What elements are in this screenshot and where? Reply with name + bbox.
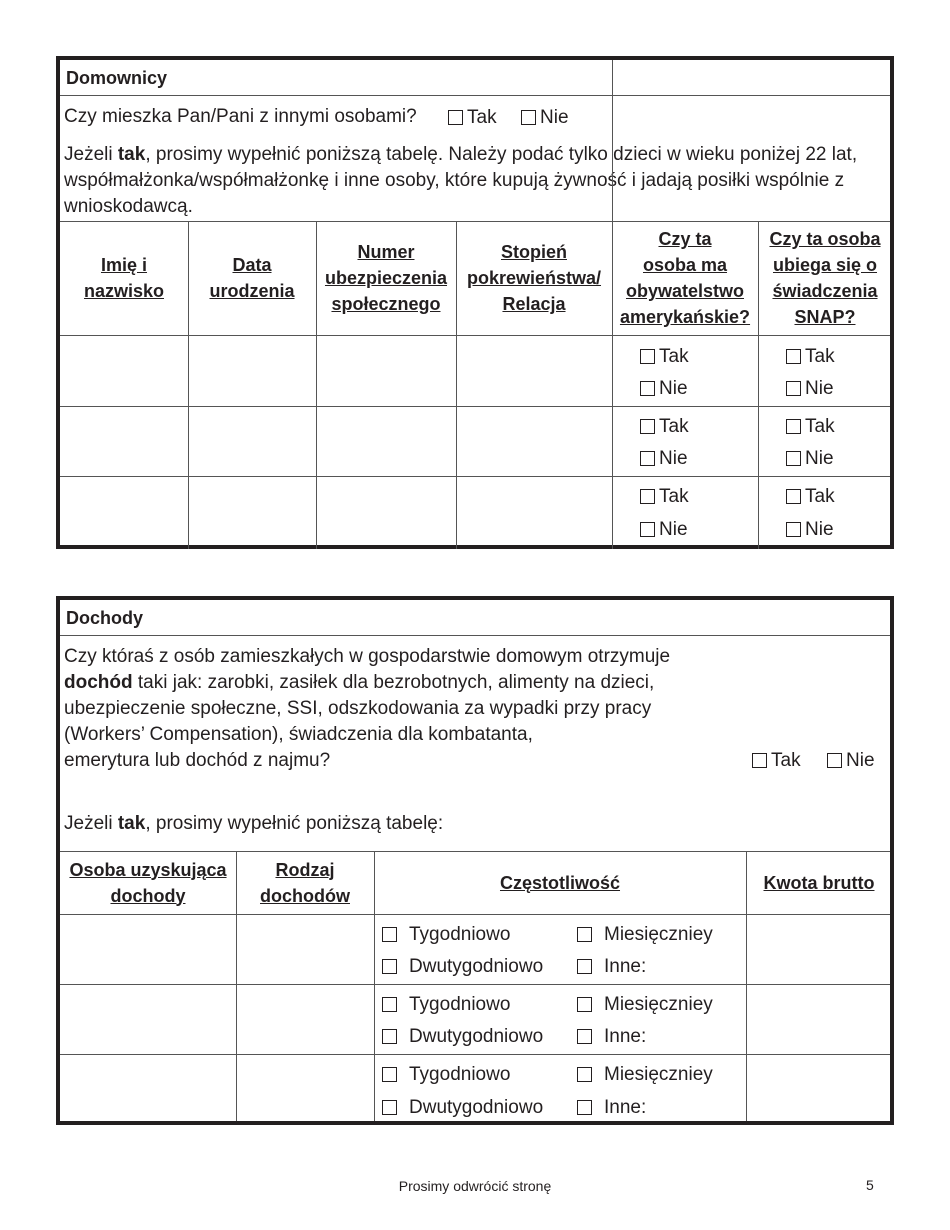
household-yes-checkbox[interactable] <box>448 110 463 125</box>
household-instructions-line3: wnioskodawcą. <box>64 196 193 217</box>
row1-weekly[interactable]: Tygodniowo <box>382 924 510 946</box>
col-relationship-header: Stopień pokrewieństwa/ Relacja <box>466 242 602 314</box>
footer-text: Prosimy odwrócić stronę <box>398 1178 552 1194</box>
checkbox[interactable] <box>640 522 655 537</box>
row1-snap-yes[interactable]: Tak <box>786 346 835 368</box>
checkbox[interactable] <box>577 927 592 942</box>
page-number: 5 <box>866 1177 874 1193</box>
income-instructions: Jeżeli tak, prosimy wypełnić poniższą tabelę: <box>64 813 444 834</box>
income-question-line3: ubezpieczenie społeczne, SSI, odszkodowania za wypadki przy pracy <box>64 698 652 719</box>
row3-biweekly[interactable]: Dwutygodniowo <box>382 1097 543 1119</box>
income-question-line2: dochód taki jak: zarobki, zasiłek dla bezrobotnych, alimenty na dzieci, <box>64 672 655 693</box>
household-section <box>56 56 894 549</box>
checkbox[interactable] <box>382 927 397 942</box>
row3-monthly[interactable]: Miesięczniey <box>577 1064 713 1086</box>
checkbox[interactable] <box>382 1067 397 1082</box>
income-question-line1: Czy któraś z osób zamieszkałych w gospodarstwie domowym otrzymuje <box>64 646 671 667</box>
household-instructions-line2: współmałżonka/współmałżonkę i inne osoby, które kupują żywność i jadają posiłki wspólnie z <box>64 170 845 191</box>
checkbox[interactable] <box>640 381 655 396</box>
row1-citizen-yes[interactable]: Tak <box>640 346 689 368</box>
checkbox[interactable] <box>786 349 801 364</box>
col-earner-header: Osoba uzyskująca dochody <box>69 859 227 906</box>
income-question-line4: (Workers’ Compensation), świadczenia dla kombatanta, <box>64 724 533 745</box>
col-ssn-header: Numer ubezpieczenia społecznego <box>324 242 448 314</box>
household-no-checkbox[interactable] <box>521 110 536 125</box>
row2-snap-no[interactable]: Nie <box>786 448 834 470</box>
checkbox[interactable] <box>640 419 655 434</box>
checkbox[interactable] <box>640 349 655 364</box>
income-question-line5: emerytura lub dochód z najmu? <box>64 750 331 771</box>
row2-citizen-no[interactable]: Nie <box>640 448 688 470</box>
row3-snap-yes[interactable]: Tak <box>786 486 835 508</box>
row3-other[interactable]: Inne: <box>577 1097 646 1119</box>
col-income-type-header: Rodzaj dochodów <box>260 859 350 906</box>
checkbox[interactable] <box>786 419 801 434</box>
row2-other[interactable]: Inne: <box>577 1026 646 1048</box>
row2-citizen-yes[interactable]: Tak <box>640 416 689 438</box>
row2-snap-yes[interactable]: Tak <box>786 416 835 438</box>
checkbox[interactable] <box>577 1067 592 1082</box>
checkbox[interactable] <box>577 1100 592 1115</box>
checkbox[interactable] <box>640 451 655 466</box>
row1-citizen-no[interactable]: Nie <box>640 378 688 400</box>
row1-other[interactable]: Inne: <box>577 956 646 978</box>
income-section <box>56 596 894 1125</box>
col-gross-amount-header: Kwota brutto <box>763 872 875 893</box>
income-no-checkbox[interactable] <box>827 753 842 768</box>
checkbox[interactable] <box>577 1029 592 1044</box>
row2-monthly[interactable]: Miesięczniey <box>577 994 713 1016</box>
row2-biweekly[interactable]: Dwutygodniowo <box>382 1026 543 1048</box>
row3-weekly[interactable]: Tygodniowo <box>382 1064 510 1086</box>
household-question: Czy mieszka Pan/Pani z innymi osobami? <box>64 106 417 127</box>
income-yes-checkbox[interactable] <box>752 753 767 768</box>
income-yes-option[interactable]: Tak <box>752 750 801 772</box>
checkbox[interactable] <box>382 1100 397 1115</box>
checkbox[interactable] <box>577 997 592 1012</box>
col-frequency-header: Częstotliwość <box>499 872 621 893</box>
checkbox[interactable] <box>382 1029 397 1044</box>
col-birthdate-header: Data urodzenia <box>209 255 295 301</box>
checkbox[interactable] <box>786 451 801 466</box>
row3-citizen-yes[interactable]: Tak <box>640 486 689 508</box>
checkbox[interactable] <box>786 522 801 537</box>
row1-monthly[interactable]: Miesięczniey <box>577 924 713 946</box>
row3-snap-no[interactable]: Nie <box>786 519 834 541</box>
row1-snap-no[interactable]: Nie <box>786 378 834 400</box>
income-no-option[interactable]: Nie <box>827 750 875 772</box>
col-snap-header: Czy ta osoba ubiega się o świadczenia SNAP? <box>769 229 881 327</box>
checkbox[interactable] <box>382 997 397 1012</box>
checkbox[interactable] <box>577 959 592 974</box>
household-title: Domownicy <box>60 60 890 96</box>
col-citizenship-header: Czy ta osoba ma obywatelstwo amerykańskie? <box>619 229 751 327</box>
checkbox[interactable] <box>786 381 801 396</box>
income-title: Dochody <box>60 600 890 636</box>
row3-citizen-no[interactable]: Nie <box>640 519 688 541</box>
household-no-option[interactable]: Nie <box>521 107 569 129</box>
checkbox[interactable] <box>786 489 801 504</box>
checkbox[interactable] <box>640 489 655 504</box>
household-instructions: Jeżeli tak, prosimy wypełnić poniższą tabelę. Należy podać tylko dzieci w wieku poniżej 22 lat, <box>64 144 858 165</box>
col-name-header: Imię i nazwisko <box>83 255 165 301</box>
row2-weekly[interactable]: Tygodniowo <box>382 994 510 1016</box>
checkbox[interactable] <box>382 959 397 974</box>
household-yes-option[interactable]: Tak <box>448 107 497 129</box>
row1-biweekly[interactable]: Dwutygodniowo <box>382 956 543 978</box>
